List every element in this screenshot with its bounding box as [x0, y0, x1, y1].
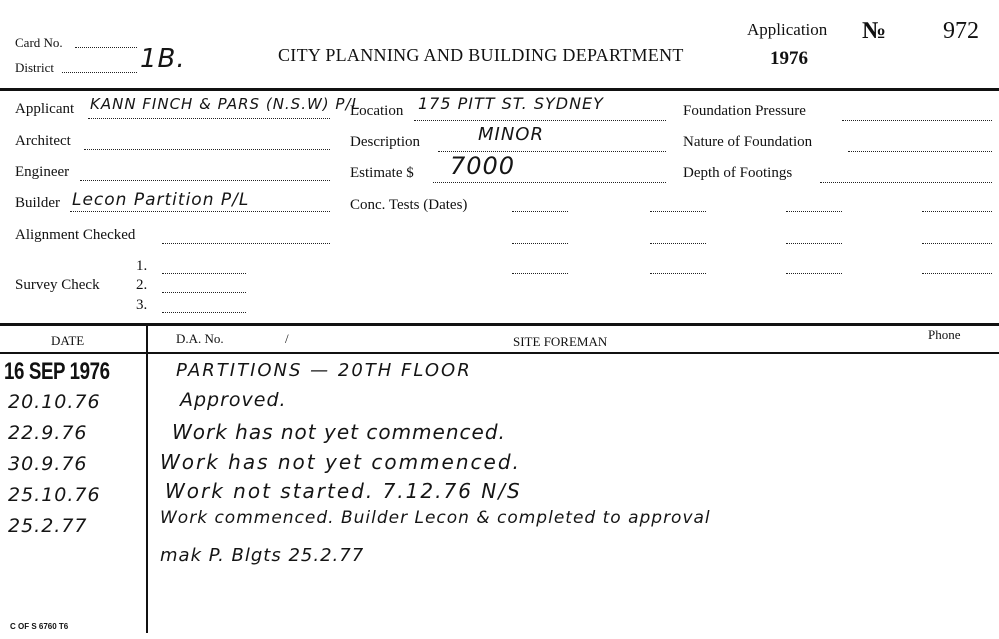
da-no-label: D.A. No.	[176, 331, 224, 346]
estimate-field	[433, 182, 666, 183]
conc-tests-field-7	[786, 211, 842, 212]
survey-field-2	[162, 292, 246, 293]
conc-tests-field-6	[650, 273, 706, 274]
location-label: Location	[350, 103, 404, 119]
nature-of-foundation-label: Nature of Foundation	[683, 134, 813, 150]
estimate-value: 7000	[450, 152, 516, 180]
log-text-6: Work commenced. Builder Lecon & completed to approval	[160, 508, 711, 528]
builder-field	[70, 211, 330, 212]
conc-tests-field-11	[922, 243, 992, 244]
depth-of-footings-label: Depth of Footings	[683, 165, 793, 181]
phone-label: Phone	[928, 327, 961, 342]
log-text-4: Work has not yet commenced.	[160, 450, 521, 474]
site-foreman-label: SITE FOREMAN	[513, 334, 608, 349]
location-field	[414, 120, 666, 121]
district-field	[62, 72, 137, 73]
description-value: MINOR	[478, 124, 544, 145]
architect-field	[84, 149, 330, 150]
log-date-6: 25.2.77	[8, 515, 88, 537]
application-year: 1976	[770, 48, 808, 69]
conc-tests-field-4	[650, 211, 706, 212]
depth-of-footings-field	[820, 182, 992, 183]
log-date-2: 20.10.76	[8, 391, 101, 413]
conc-tests-field-2	[512, 243, 568, 244]
applicant-field	[88, 118, 330, 119]
log-date-1: 16 SEP 1976	[4, 358, 110, 385]
log-text-3: Work has not yet commenced.	[172, 420, 506, 444]
alignment-label: Alignment Checked	[15, 227, 136, 243]
log-date-4: 30.9.76	[8, 453, 88, 475]
conc-tests-field-1	[512, 211, 568, 212]
conc-tests-field-9	[786, 273, 842, 274]
district-label: District	[15, 60, 54, 75]
da-no-value: /	[285, 331, 289, 346]
survey-item-1: 1.	[136, 258, 148, 274]
builder-value: Lecon Partition P/L	[72, 190, 250, 210]
log-header-rule	[0, 352, 999, 354]
survey-field-3	[162, 312, 246, 313]
header-rule	[0, 88, 999, 91]
date-header: DATE	[51, 333, 85, 348]
log-text-5: Work not started. 7.12.76 N/S	[165, 479, 522, 503]
engineer-label: Engineer	[15, 164, 70, 180]
log-date-3: 22.9.76	[8, 422, 88, 444]
conc-tests-field-10	[922, 211, 992, 212]
card-no-label: Card No.	[15, 35, 63, 50]
log-date-5: 25.10.76	[8, 484, 101, 506]
applicant-label: Applicant	[15, 101, 75, 117]
foundation-pressure-field	[842, 120, 992, 121]
number-sign: №	[862, 18, 887, 44]
form-code: C OF S 6760 T6	[10, 622, 69, 631]
engineer-field	[80, 180, 330, 181]
conc-tests-field-5	[650, 243, 706, 244]
survey-field-1	[162, 273, 246, 274]
builder-label: Builder	[15, 195, 60, 211]
alignment-field	[162, 243, 330, 244]
architect-label: Architect	[15, 133, 71, 149]
conc-tests-label: Conc. Tests (Dates)	[350, 197, 468, 213]
applicant-value: KANN FINCH & PARS (N.S.W) P/L	[90, 95, 361, 113]
foundation-pressure-label: Foundation Pressure	[683, 103, 806, 119]
survey-label: Survey Check	[15, 277, 100, 293]
nature-of-foundation-field	[848, 151, 992, 152]
description-label: Description	[350, 134, 420, 150]
conc-tests-field-3	[512, 273, 568, 274]
log-text-7: mak P. Blgts 25.2.77	[160, 545, 365, 566]
log-text-2: Approved.	[180, 389, 287, 411]
department-title: CITY PLANNING AND BUILDING DEPARTMENT	[278, 45, 684, 65]
district-value: 1B.	[140, 44, 186, 74]
survey-item-3: 3.	[136, 297, 148, 313]
conc-tests-field-12	[922, 273, 992, 274]
location-value: 175 PITT ST. SYDNEY	[418, 94, 604, 113]
conc-tests-field-8	[786, 243, 842, 244]
log-text-1: PARTITIONS — 20TH FLOOR	[176, 360, 472, 381]
estimate-label: Estimate $	[350, 165, 414, 181]
date-column-divider	[146, 323, 148, 633]
application-number: 972	[943, 18, 979, 44]
application-label: Application	[747, 20, 828, 39]
card-no-field	[75, 47, 137, 48]
survey-item-2: 2.	[136, 277, 148, 293]
log-top-rule	[0, 323, 999, 326]
